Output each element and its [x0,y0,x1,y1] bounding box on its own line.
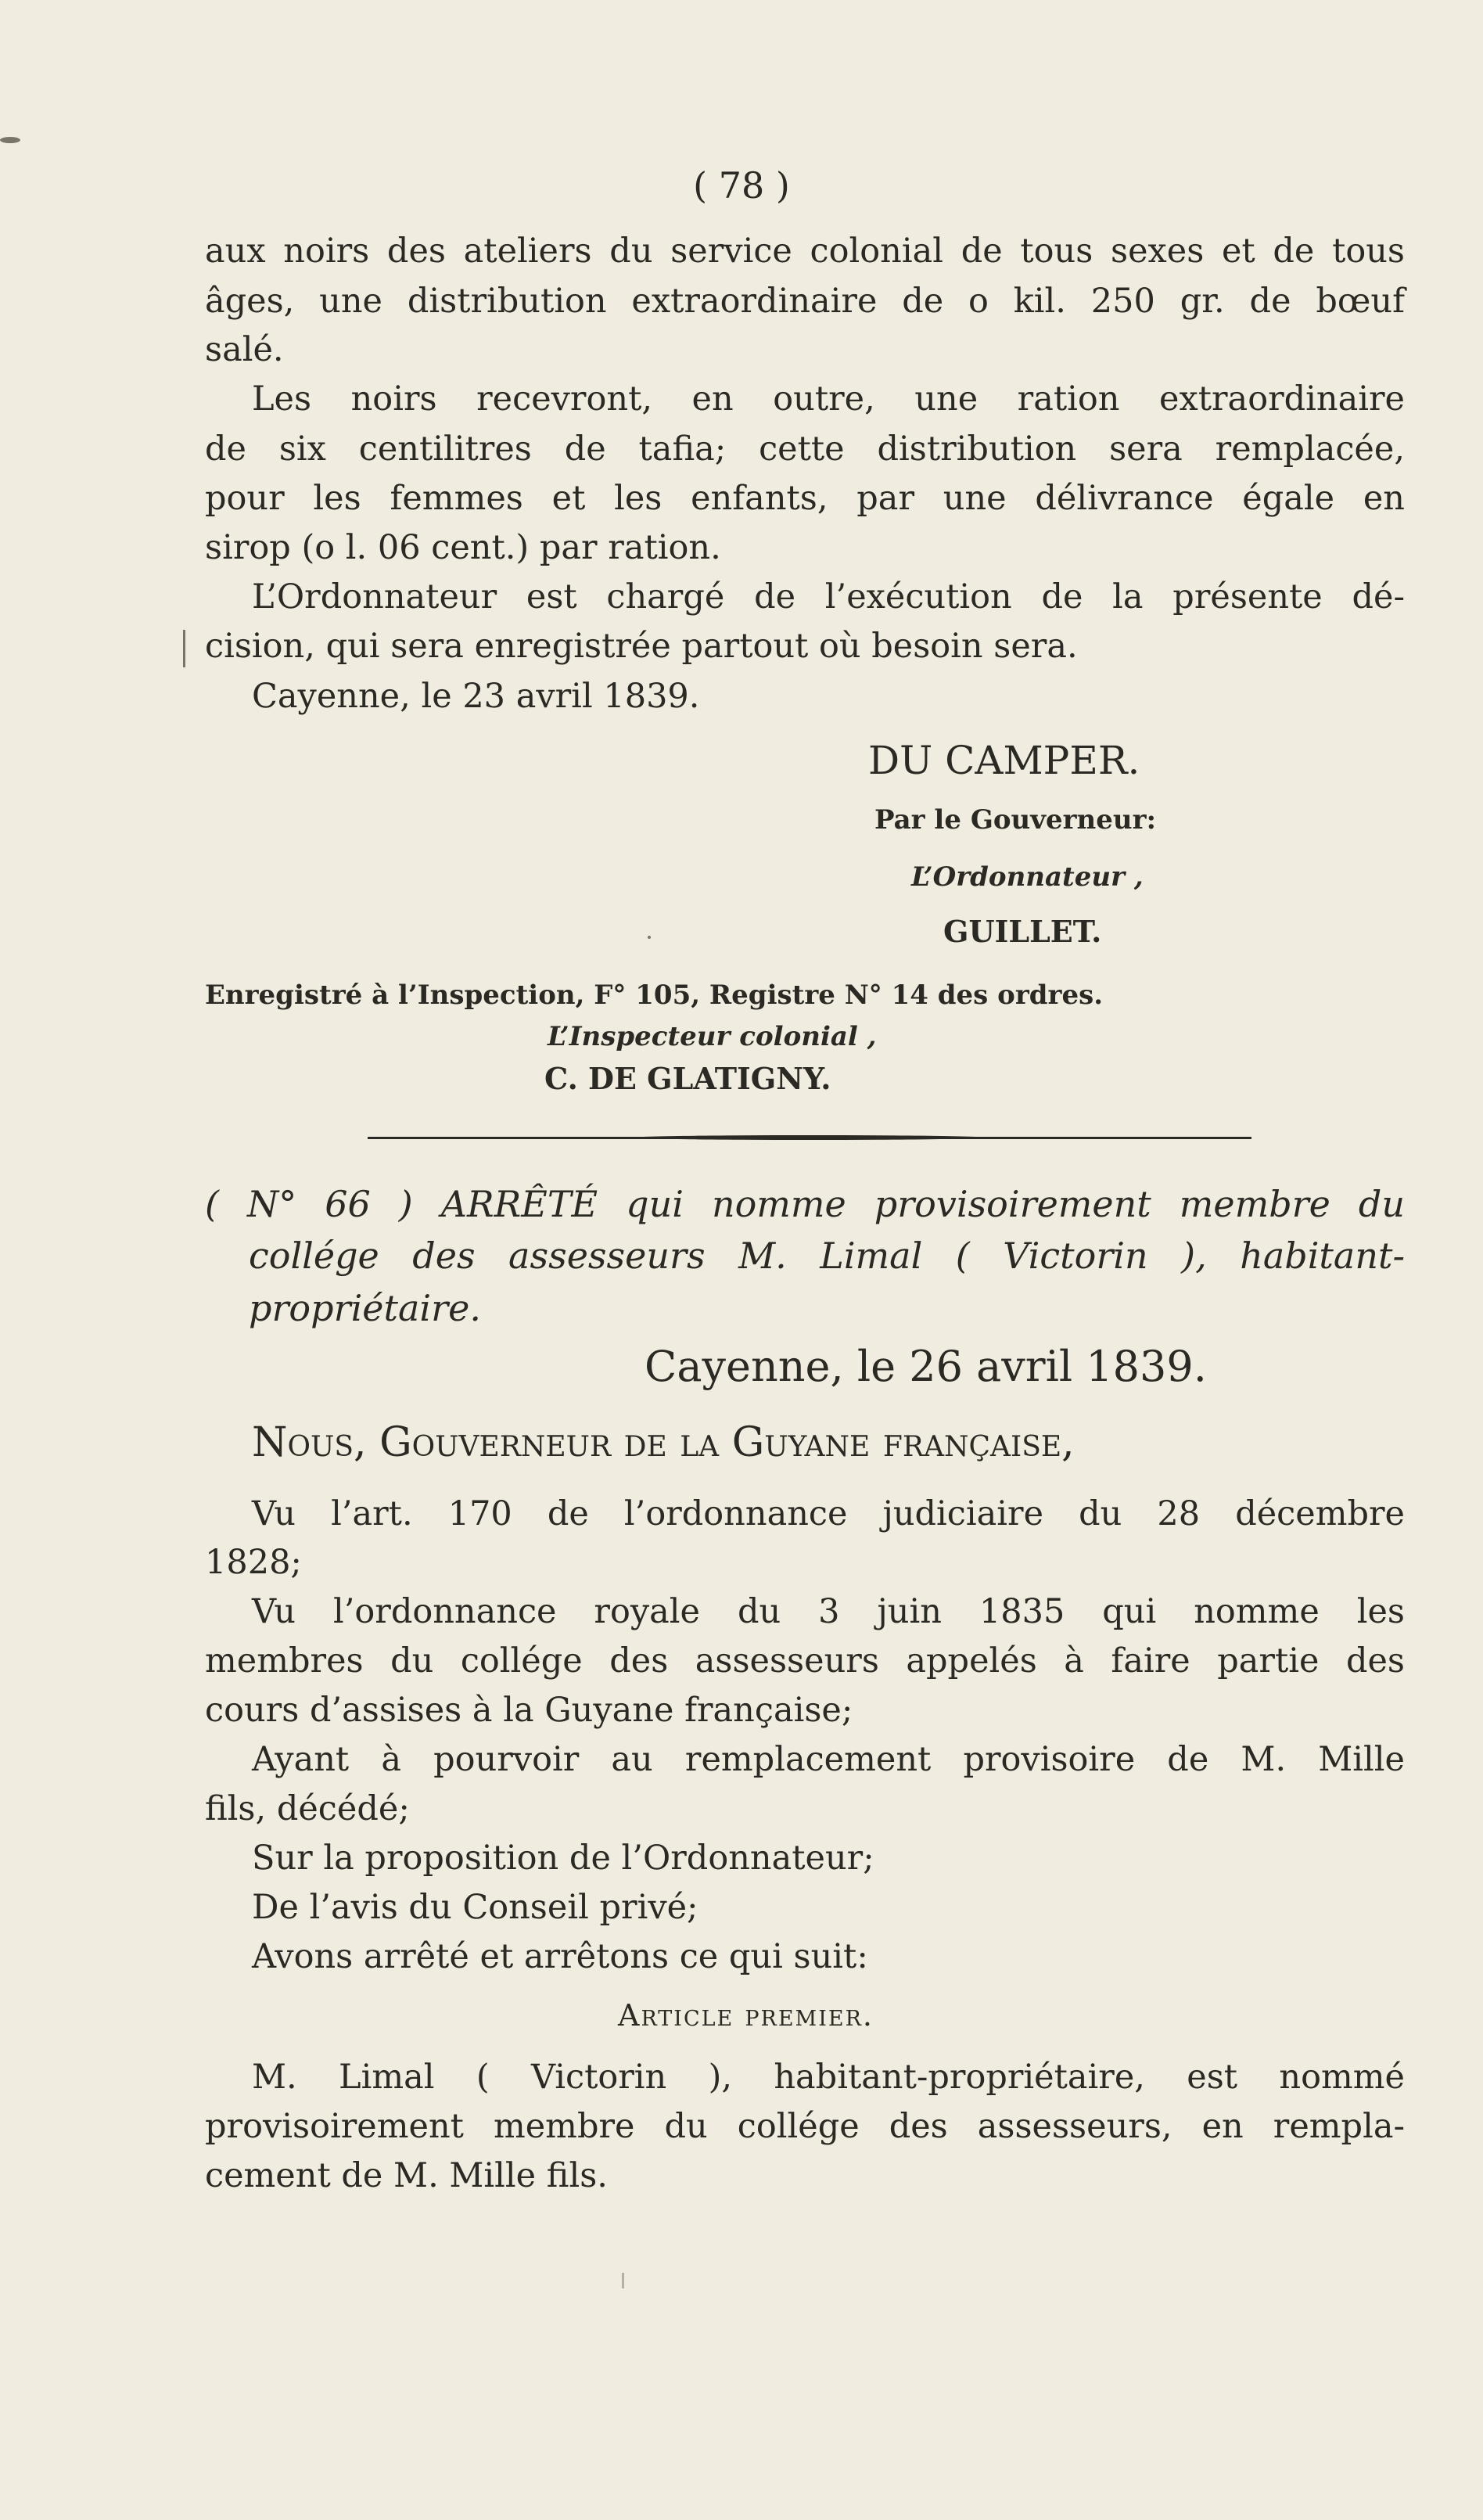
paper-blemish [622,2273,624,2288]
consideration-line: Vu l’ordonnance royale du 3 juin 1835 qui nomme les [252,1592,1405,1631]
paper-blemish [648,936,651,939]
signature-role: L’Ordonnateur , [911,861,1144,893]
text-line: L’Ordonnateur est chargé de l’exécution de la présente dé- [252,577,1405,617]
signature-signer: GUILLET. [943,914,1102,949]
consideration-line: fils, décédé; [205,1789,410,1828]
decree-dateline: Cayenne, le 26 avril 1839. [645,1342,1207,1391]
dateline: Cayenne, le 23 avril 1839. [252,677,700,716]
registration-role: L’Inspecteur colonial , [548,1021,877,1052]
consideration-line: Avons arrêté et arrêtons ce qui suit: [252,1937,868,1976]
article-line: provisoirement membre du collége des assesseurs, en rempla- [205,2107,1405,2146]
consideration-line: De l’avis du Conseil privé; [252,1888,698,1927]
article-line: cement de M. Mille fils. [205,2156,608,2195]
text-line: pour les femmes et les enfants, par une délivrance égale en [205,479,1405,518]
article-title: Article premier. [618,1998,874,2033]
consideration-line: 1828; [205,1543,302,1582]
consideration-line: Vu l’art. 170 de l’ordonnance judiciaire du 28 décembre [252,1494,1405,1533]
text-line: Les noirs recevront, en outre, une ration extraordinaire [252,379,1405,419]
text-line: de six centilitres de tafia; cette distribution sera remplacée, [205,430,1405,469]
page-number: ( 78 ) [693,164,790,207]
section-divider [368,1135,1251,1140]
registration-signer: C. DE GLATIGNY. [544,1061,831,1096]
decree-heading-line: ( N° 66 ) ARRÊTÉ qui nomme provisoirement membre du [205,1183,1405,1225]
text-line: cision, qui sera enregistrée partout où besoin sera. [205,627,1078,666]
decree-heading-line: propriétaire. [249,1287,481,1329]
signature-by: Par le Gouverneur: [874,804,1157,836]
consideration-line: membres du collége des assesseurs appelés à faire partie des [205,1641,1405,1681]
signature-name: DU CAMPER. [868,738,1140,783]
registration-text: Enregistré à l’Inspection, F° 105, Registre N° 14 des ordres. [205,980,1104,1011]
paper-blemish [0,137,20,143]
consideration-line: Sur la proposition de l’Ordonnateur; [252,1839,874,1878]
consideration-line: Ayant à pourvoir au remplacement provisoire de M. Mille [252,1740,1405,1779]
text-line: sirop (o l. 06 cent.) par ration. [205,528,721,567]
decree-preamble: Nous, Gouverneur de la Guyane française, [252,1419,1075,1466]
article-line: M. Limal ( Victorin ), habitant-propriétaire, est nommé [252,2058,1405,2097]
text-line: salé. [205,330,284,369]
consideration-line: cours d’assises à la Guyane française; [205,1691,853,1730]
paper-blemish [183,630,185,667]
text-line: aux noirs des ateliers du service colonial de tous sexes et de tous [205,232,1405,271]
text-line: âges, une distribution extraordinaire de o kil. 250 gr. de bœuf [205,282,1405,321]
decree-heading-line: collége des assesseurs M. Limal ( Victorin ), habitant- [249,1235,1405,1277]
